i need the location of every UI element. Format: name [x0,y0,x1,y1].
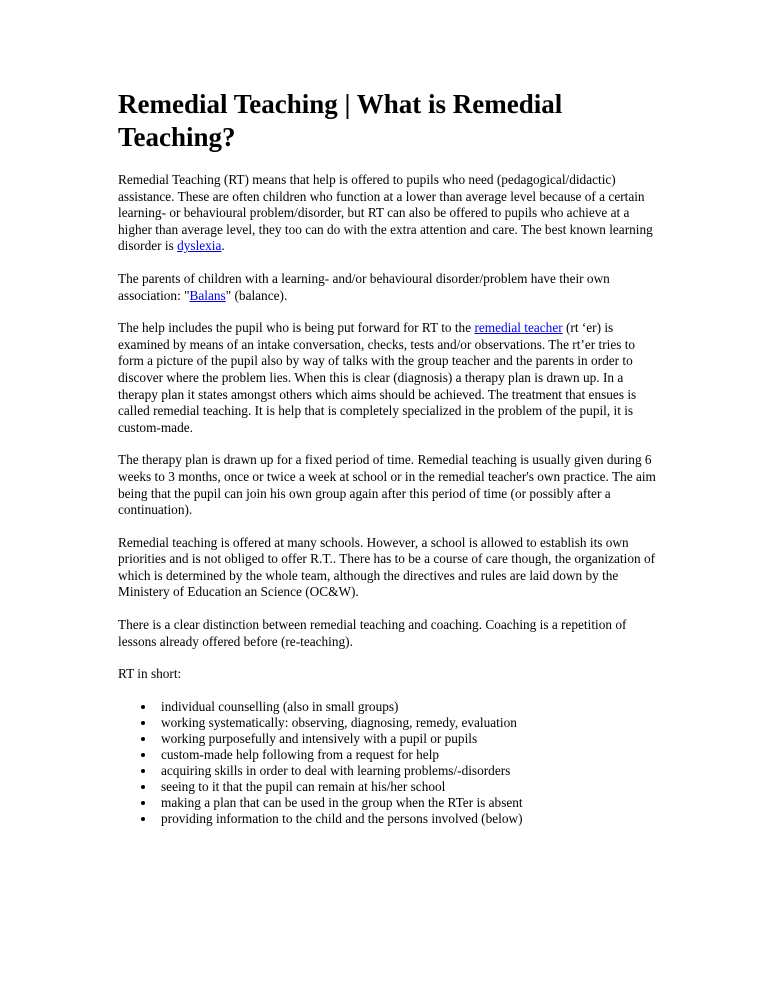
paragraph-parents-text: The parents of children with a learning- and/or behavioural disorder/problem have their own association: " [118,270,610,303]
paragraph-schools: Remedial teaching is offered at many schools. However, a school is allowed to establish its own priorities and is not obliged to offer R.T.. There has to be a course of care though, the organization of which is determined by the whole team, although the directives and rules are laid down by the Ministery of Education an Science (OC&W). [118,534,656,600]
rt-summary-list [118,699,658,827]
paragraph-help [118,320,658,436]
list-item: custom-made help following from a request for help [161,747,658,763]
list-item: making a plan that can be used in the group when the RTer is absent [161,795,658,811]
list-heading: RT in short: [118,666,182,682]
dyslexia-link[interactable]: dyslexia [177,238,222,254]
document-page [118,88,658,827]
paragraph-intro-text: Remedial Teaching (RT) means that help is offered to pupils who need (pedagogical/didactic) assistance. These are often children who function at a lower than average level because of a certain learning- or behavioural problem/disorder, but RT can also be offered to pupils who achieve at a higher than average level, they too can do with the extra attention and care. The best known learning disorder is [118,172,653,254]
list-item: working purposefully and intensively with a pupil or pupils [161,731,658,747]
list-item: seeing to it that the pupil can remain at his/her school [161,779,658,795]
remedial-teacher-link[interactable]: remedial teacher [474,320,563,336]
paragraph-parents [118,271,658,304]
paragraph-parents-end: " (balance). [225,287,288,303]
paragraph-coaching: There is a clear distinction between remedial teaching and coaching. Coaching is a repetition of lessons already offered before (re-teaching). [118,617,627,649]
page-title: Remedial Teaching | What is Remedial Teaching? [118,89,563,152]
balans-link[interactable]: Balans [189,287,226,303]
paragraph-help-text: The help includes the pupil who is being put forward for RT to the [118,320,475,336]
paragraph-intro [118,172,658,255]
list-item: individual counselling (also in small groups) [161,699,658,715]
list-item: providing information to the child and the persons involved (below) [161,811,658,827]
paragraph-help-end: (rt ‘er) is examined by means of an intake conversation, checks, tests and/or observations. The rt’er tries to form a picture of the pupil also by way of talks with the group teacher and the parents in order to discover where the problem lies. When this is clear (diagnosis) a therapy plan is drawn up. In a therapy plan it states amongst others which aims should be achieved. The treatment that ensues is called remedial teaching. It is help that is completely specialized in the problem of the pupil, it is custom-made. [118,320,637,435]
list-item: acquiring skills in order to deal with learning problems/-disorders [161,763,658,779]
paragraph-therapy-plan: The therapy plan is drawn up for a fixed period of time. Remedial teaching is usually given during 6 weeks to 3 months, once or twice a week at school or in the remedial teacher's own practice. The aim being that the pupil can join his own group again after this period of time (or possibly after a continuation). [118,452,656,518]
paragraph-intro-end: . [221,238,225,254]
list-item: working systematically: observing, diagnosing, remedy, evaluation [161,715,658,731]
